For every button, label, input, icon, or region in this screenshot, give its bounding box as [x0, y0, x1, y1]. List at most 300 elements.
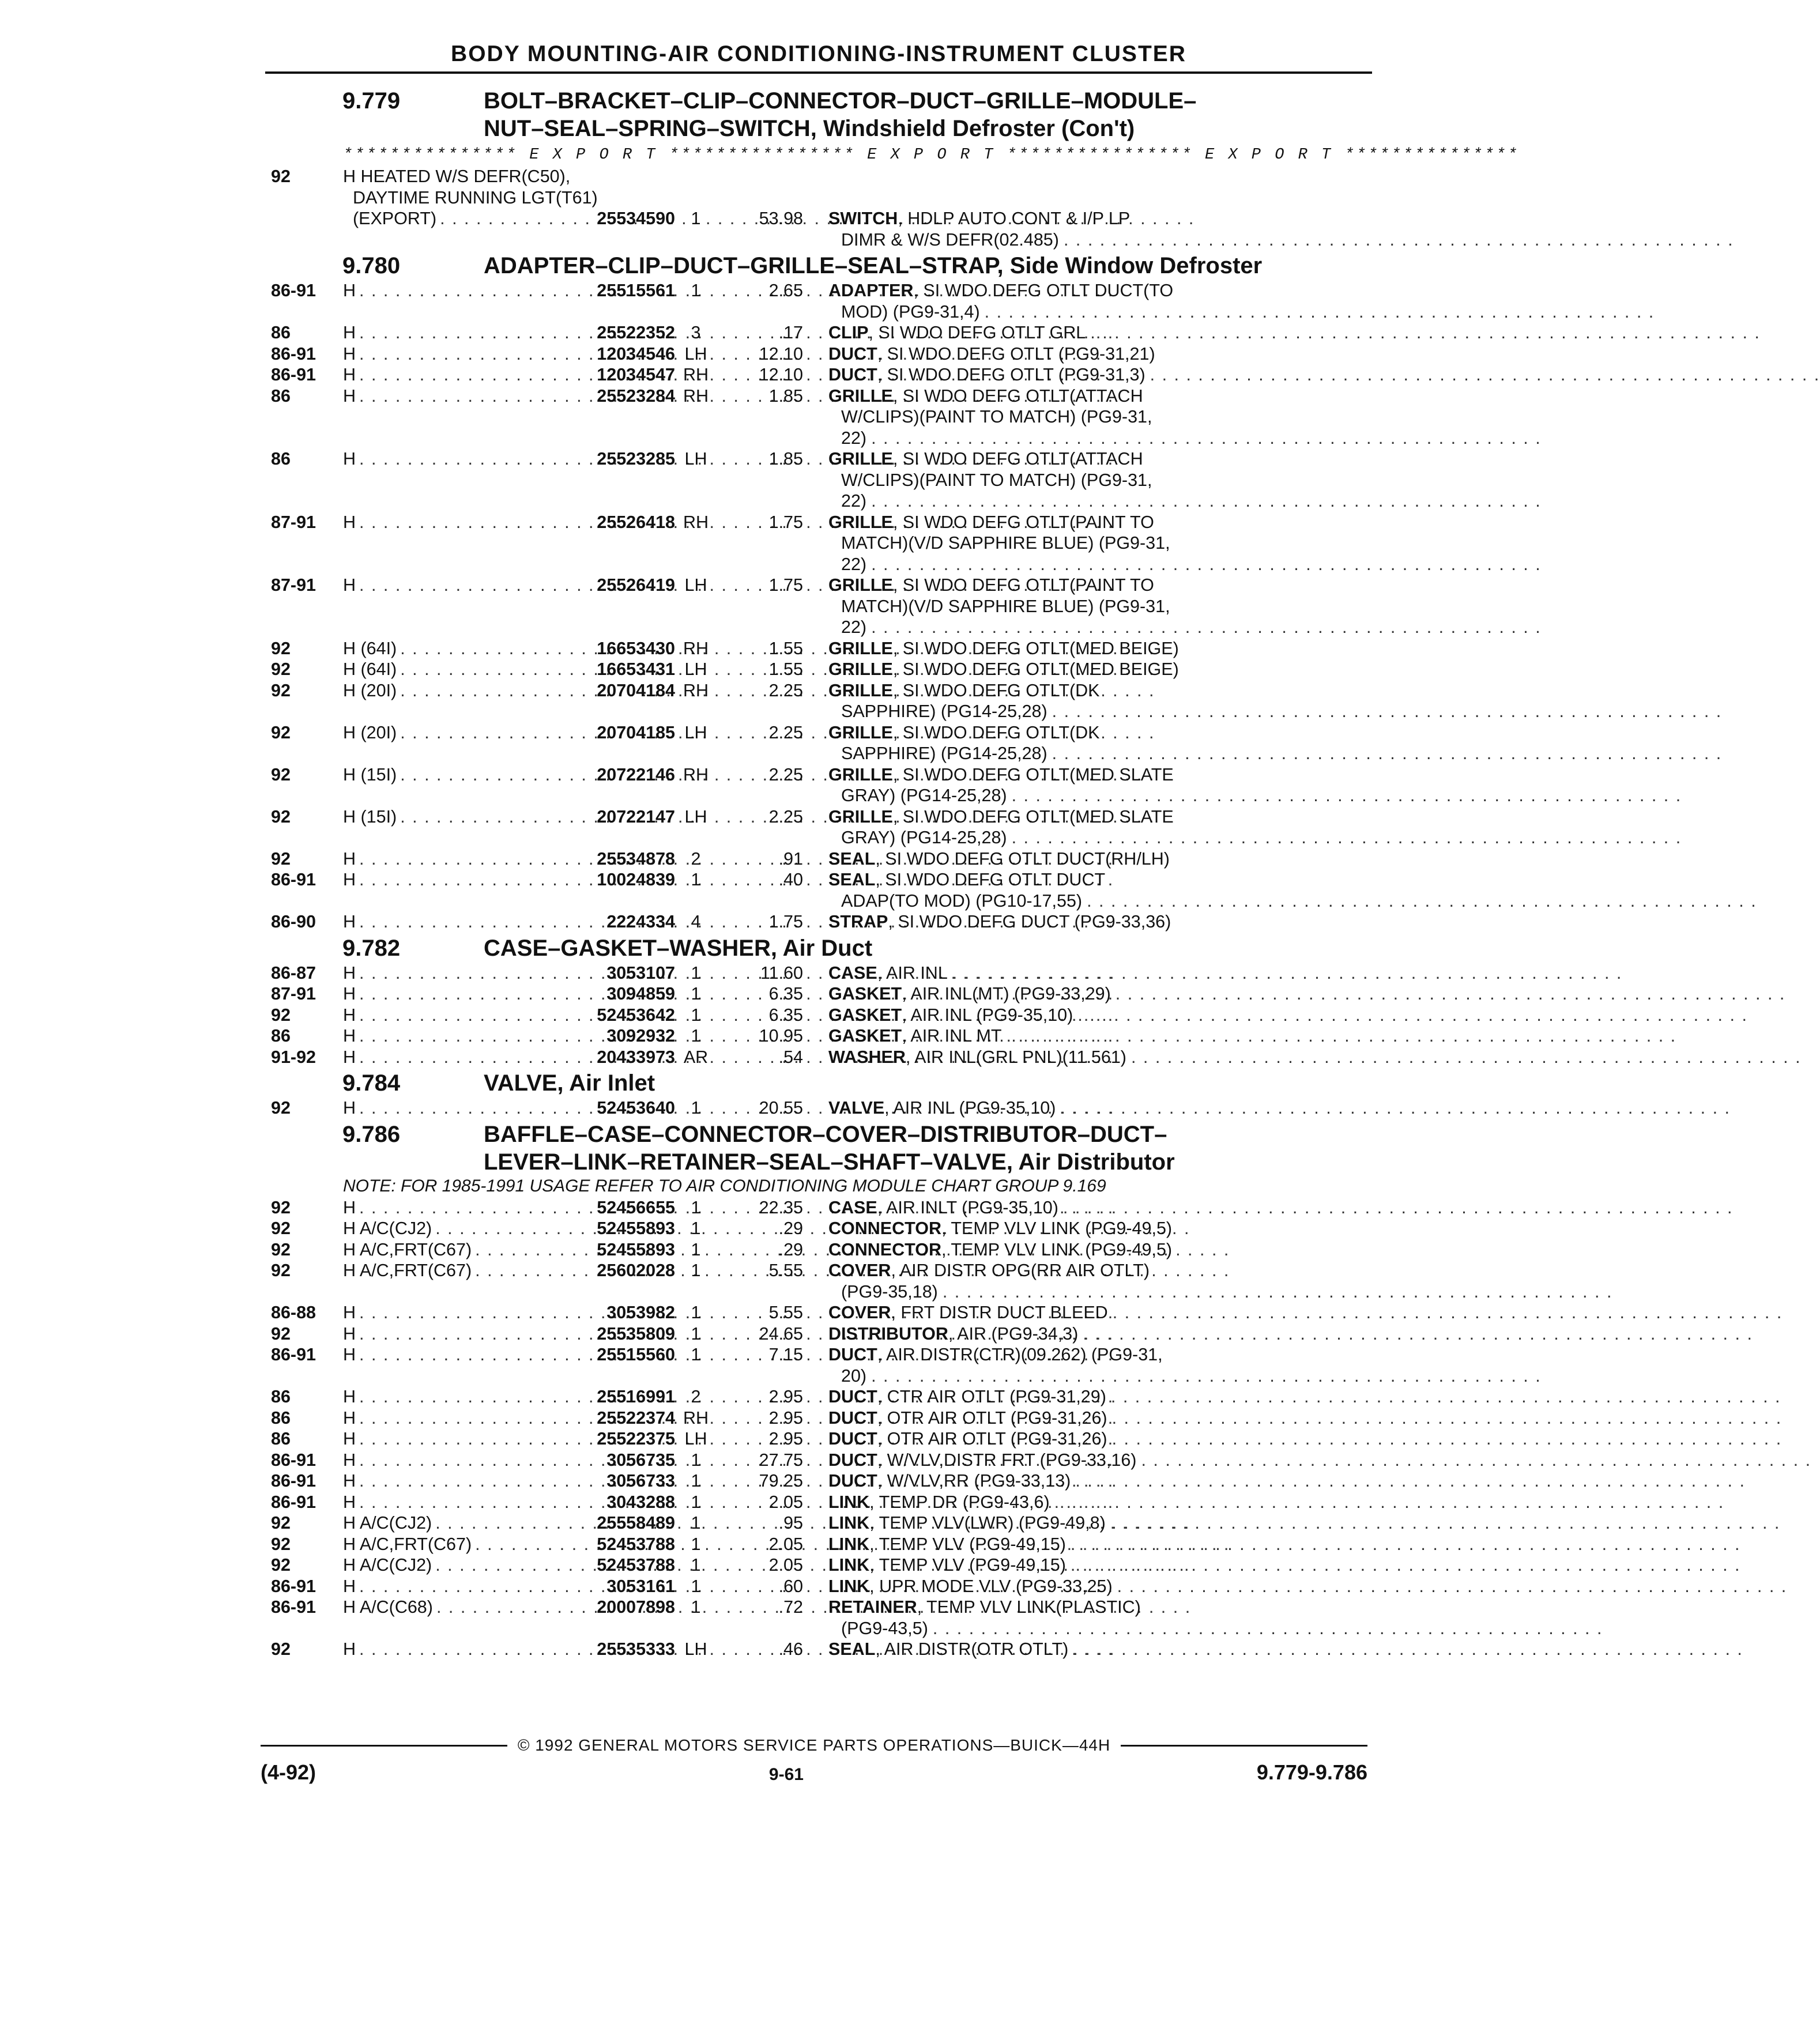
group-number: 9.780: [342, 253, 401, 278]
description-line: [828, 1025, 1676, 1047]
description-line: [828, 1597, 1603, 1618]
part-row: [271, 1428, 1378, 1450]
quantity: 1: [691, 1239, 701, 1259]
part-row: [271, 187, 1378, 209]
part-number: 3053107: [606, 963, 675, 983]
usage-code: [343, 575, 574, 596]
usage-code: [343, 806, 574, 828]
leader-dots: [1131, 1047, 1802, 1068]
description-line: [828, 911, 1378, 933]
description-text: GASKET, AIR INL (PG9-35,10): [828, 1005, 1073, 1025]
usage-text: H: [343, 365, 356, 384]
description-line: [828, 1470, 1746, 1492]
part-row: [271, 1260, 1378, 1302]
description-text: MOD) (PG9-31,4): [841, 301, 980, 322]
description-line: [828, 617, 1542, 638]
part-row: [271, 764, 1378, 806]
parts-group: [271, 936, 1378, 1068]
export-banner: *************** E X P O R T **************** E X P O R T **************** E X P O R T ***************: [343, 146, 1520, 164]
model-years: 92: [271, 722, 291, 742]
page-title: BODY MOUNTING-AIR CONDITIONING-INSTRUMENT CLUSTER: [451, 42, 1186, 66]
group-heading: [271, 936, 1378, 960]
leader-dots: [1148, 386, 1542, 407]
part-number: 25515560: [597, 1345, 675, 1364]
quantity: 1: [691, 870, 701, 889]
quantity: 1: [691, 1576, 701, 1596]
part-number: 20722146: [597, 764, 675, 785]
footer-date: (4-92): [261, 1760, 316, 1784]
part-row: [271, 1492, 1378, 1513]
quantity: LH: [684, 659, 707, 679]
usage-text: H: [343, 1005, 356, 1025]
description-text: DUCT, OTR AIR OTLT (PG9-31,26): [828, 1429, 1107, 1449]
usage-code: [343, 166, 574, 187]
group-title: VALVE, Air Inlet: [484, 1070, 655, 1096]
part-number: 25534878: [597, 848, 675, 869]
part-description: [803, 208, 1734, 250]
quantity: 2: [691, 1387, 701, 1406]
price: 10.95: [759, 1026, 803, 1046]
leader-dots: [1113, 1302, 1783, 1323]
description-line: [828, 1576, 1787, 1597]
part-description: [803, 963, 1622, 984]
part-description: [803, 322, 1761, 344]
part-number: 25526418: [597, 512, 675, 532]
model-years: 92: [271, 638, 291, 658]
model-years: 86-87: [271, 963, 316, 983]
description-line: [828, 512, 1542, 533]
part-number: 25522352: [597, 323, 675, 342]
footer-page-number: 9-61: [768, 1765, 804, 1784]
price: 11.60: [760, 963, 803, 983]
part-row: [271, 869, 1378, 911]
usage-text: H: [343, 1429, 356, 1449]
description-text: GRILLE, SI WDO DEFG OTLT(DK: [828, 680, 1100, 700]
usage-text: H A/C(C68): [343, 1597, 433, 1617]
part-description: [803, 1386, 1781, 1408]
description-line: [828, 1302, 1783, 1323]
part-row: [271, 364, 1378, 386]
description-text: GRILLE, SI WDO DEFG OTLT(MED BEIGE): [828, 659, 1179, 679]
quantity: 1: [691, 209, 701, 228]
page-footer: [261, 1736, 1367, 1785]
model-years: 86-91: [271, 1450, 316, 1470]
model-years: 86-91: [271, 1597, 316, 1617]
part-number: 3056735: [606, 1450, 675, 1470]
usage-text: H: [343, 1492, 356, 1512]
usage-text: H: [343, 386, 356, 406]
model-years: 92: [271, 1534, 291, 1554]
part-description: [803, 1428, 1782, 1450]
description-text: DUCT, CTR AIR OTLT (PG9-31,29): [828, 1387, 1106, 1406]
usage-code: [343, 659, 574, 680]
description-line: [828, 229, 1734, 251]
part-number: 3053161: [606, 1576, 675, 1596]
leader-dots: [1178, 806, 1682, 828]
part-row: [271, 1470, 1378, 1492]
description-text: CONNECTOR, TEMP VLV LINK (PG9-49,5): [828, 1239, 1173, 1259]
model-years: 86: [271, 1026, 291, 1046]
model-years: 86-91: [271, 281, 316, 300]
quantity: 1: [691, 984, 701, 1004]
usage-text: H: [343, 449, 356, 469]
part-number: 16653431: [597, 659, 675, 679]
part-row: [271, 448, 1378, 512]
description-line: [828, 1408, 1782, 1429]
part-number: 25526419: [597, 575, 675, 595]
usage-text: H: [343, 912, 356, 931]
price: 2.95: [768, 1429, 803, 1449]
part-number: 12034547: [597, 365, 675, 384]
part-number: 25516991: [597, 1387, 675, 1406]
usage-text: H: [343, 1323, 356, 1344]
part-description: [803, 512, 1542, 575]
group-heading: [271, 116, 1378, 141]
quantity: 4: [691, 912, 701, 931]
usage-code: [343, 1428, 574, 1450]
part-row: [271, 1323, 1378, 1345]
description-line: [828, 785, 1682, 806]
leader-dots: [985, 301, 1655, 323]
description-text: SEAL, SI WDO DEFG OTLT DUCT: [828, 870, 1106, 889]
leader-dots: [1105, 680, 1723, 702]
model-years: 92: [271, 1555, 291, 1575]
quantity: RH: [683, 764, 709, 785]
price: 79.25: [759, 1471, 803, 1491]
part-number: 52455893: [597, 1219, 675, 1238]
usage-text: (EXPORT): [343, 209, 437, 228]
usage-code: [343, 512, 574, 533]
quantity: RH: [683, 1408, 709, 1428]
quantity: 1: [691, 1534, 701, 1554]
group-heading: [271, 89, 1378, 113]
description-line: [828, 575, 1542, 596]
usage-code: [343, 1386, 574, 1408]
price: 2.25: [768, 806, 803, 827]
quantity: LH: [684, 806, 707, 827]
part-number: 52456655: [597, 1197, 675, 1217]
leader-dots: [1110, 869, 1757, 891]
leader-dots: [1116, 983, 1786, 1005]
price: .72: [778, 1597, 803, 1617]
footer-rule-right: [1121, 1745, 1367, 1747]
description-text: CASE, AIR INLT (PG9-35,10): [828, 1197, 1058, 1217]
leader-dots: [1090, 322, 1761, 344]
model-years: 92: [271, 659, 291, 679]
part-row: [271, 1450, 1378, 1471]
usage-text: H: [343, 1387, 356, 1406]
part-row: [271, 722, 1378, 764]
leader-dots: [1156, 406, 1541, 428]
usage-code: [343, 1047, 574, 1068]
part-description: [803, 1513, 1780, 1534]
price: 2.25: [768, 764, 803, 785]
quantity: 1: [691, 1345, 701, 1364]
description-line: [828, 1239, 1378, 1261]
description-line: [828, 1260, 1612, 1281]
description-text: CLIP, SI WDO DEFG OTLT GRL: [828, 323, 1086, 342]
price: .95: [778, 1513, 803, 1533]
description-line: [828, 386, 1542, 407]
usage-code: [343, 1218, 574, 1239]
usage-text: H: [343, 963, 356, 983]
part-number: 3043288: [606, 1492, 675, 1512]
usage-code: [343, 1555, 574, 1576]
description-line: [828, 406, 1542, 428]
quantity: 1: [691, 1513, 701, 1533]
usage-code: [343, 1408, 574, 1429]
part-number: 16653430: [597, 638, 675, 658]
description-text: COVER, AIR DISTR OPG(RR AIR OTLT): [828, 1261, 1150, 1280]
leader-dots: [1178, 280, 1655, 301]
leader-dots: [1141, 1450, 1811, 1471]
usage-text: H: [343, 1098, 356, 1118]
group-number: 9.782: [342, 935, 401, 961]
model-years: 86-91: [271, 870, 316, 889]
description-line: [828, 806, 1682, 828]
description-text: DISTRIBUTOR, AIR (PG9-34,3): [828, 1323, 1079, 1344]
part-number: 3094859: [606, 984, 675, 1004]
group-title: ADAPTER–CLIP–DUCT–GRILLE–SEAL–STRAP, Side Window Defroster: [484, 253, 1263, 278]
price: .29: [778, 1239, 803, 1259]
description-line: [828, 301, 1655, 323]
usage-code: [343, 1470, 574, 1492]
description-line: [828, 280, 1655, 301]
description-line: [828, 891, 1757, 912]
usage-code: [343, 1534, 574, 1555]
leader-dots: [1167, 1344, 1542, 1366]
usage-code: [343, 1450, 574, 1471]
description-line: [828, 1005, 1748, 1026]
page-header: [265, 42, 1372, 74]
part-row: [271, 983, 1378, 1005]
description-text: COVER, FRT DISTR DUCT BLEED: [828, 1303, 1108, 1322]
price: 6.35: [768, 1005, 803, 1025]
leader-dots: [1075, 1470, 1746, 1492]
part-description: [803, 1492, 1724, 1513]
quantity: RH: [683, 386, 709, 406]
leader-dots: [1177, 1239, 1378, 1261]
price: 12.10: [759, 344, 803, 364]
part-number: 52455893: [597, 1239, 675, 1259]
model-years: 86: [271, 386, 291, 406]
parts-group: [271, 1071, 1378, 1119]
description-text: SAPPHIRE) (PG14-25,28): [841, 702, 1047, 721]
part-description: [803, 1323, 1753, 1345]
quantity: RH: [683, 680, 709, 700]
description-line: [828, 1047, 1802, 1068]
group-title: BAFFLE–CASE–CONNECTOR–COVER–DISTRIBUTOR–DUCT–: [484, 1121, 1167, 1147]
usage-text: H: [343, 1450, 356, 1470]
usage-code: [343, 1302, 574, 1323]
description-text: (PG9-35,18): [841, 1281, 938, 1302]
part-row: [271, 166, 1378, 187]
leader-dots: [1012, 785, 1682, 806]
part-row: [271, 911, 1378, 933]
part-number: 52453642: [597, 1005, 675, 1025]
usage-code: [343, 869, 574, 891]
model-years: 86: [271, 449, 291, 469]
model-years: 92: [271, 1323, 291, 1344]
leader-dots: [1054, 1492, 1725, 1513]
model-years: 92: [271, 1197, 291, 1217]
part-row: [271, 1047, 1378, 1068]
quantity: RH: [683, 365, 709, 384]
model-years: 92: [271, 1261, 291, 1280]
description-line: [828, 1386, 1781, 1408]
part-description: [803, 1047, 1802, 1068]
quantity: 1: [691, 1450, 701, 1470]
description-text: MATCH)(V/D SAPPHIRE BLUE) (PG9-31,: [841, 533, 1170, 553]
usage-text: H: [343, 1345, 356, 1364]
usage-code: [343, 911, 574, 933]
usage-text: H: [343, 344, 356, 364]
leader-dots: [871, 491, 1542, 512]
part-row: [271, 1534, 1378, 1555]
model-years: 86-91: [271, 344, 316, 364]
description-text: STRAP, SI WDO DEFG DUCT (PG9-33,36): [828, 912, 1171, 931]
description-line: [828, 344, 1378, 365]
usage-text: H (64I): [343, 638, 397, 658]
description-line: [828, 659, 1378, 680]
description-line: [828, 1197, 1734, 1219]
usage-text: H: [343, 1047, 356, 1067]
part-description: [803, 1218, 1378, 1239]
description-line: [828, 1323, 1753, 1345]
usage-text: H: [343, 1471, 356, 1491]
usage-code: [343, 1239, 574, 1261]
description-line: [828, 1555, 1741, 1576]
description-line: [828, 208, 1734, 229]
part-row: [271, 638, 1378, 659]
parts-group: [271, 88, 1520, 250]
description-line: [828, 1450, 1811, 1471]
price: 1.55: [768, 638, 803, 658]
price: 2.25: [768, 680, 803, 700]
parts-catalog-content: [271, 85, 1520, 1664]
usage-code: [343, 1492, 574, 1513]
part-row: [271, 344, 1378, 365]
price: .91: [778, 848, 803, 869]
description-text: GRILLE, SI WDO DEFG OTLT(PAINT TO: [828, 575, 1154, 595]
usage-text: H: [343, 1408, 356, 1428]
model-years: 86-91: [271, 1576, 316, 1596]
quantity: LH: [684, 575, 707, 595]
part-description: [803, 869, 1757, 911]
usage-code: [343, 638, 574, 659]
usage-text: H A/C,FRT(C67): [343, 1239, 472, 1259]
part-row: [271, 208, 1378, 250]
usage-text: H: [343, 1576, 356, 1596]
description-text: LINK, TEMP DR (PG9-43,6): [828, 1492, 1050, 1512]
usage-code: [343, 1513, 574, 1534]
quantity: LH: [684, 1639, 707, 1659]
part-number: 25522375: [597, 1429, 675, 1449]
description-text: DUCT, SI WDO DEFG OTLT (PG9-31,21): [828, 344, 1155, 364]
model-years: 86-88: [271, 1303, 316, 1322]
description-text: ADAPTER, SI WDO DEFG OTLT DUCT(TO: [828, 281, 1174, 300]
part-number: 20433973: [597, 1047, 675, 1067]
model-years: 87-91: [271, 984, 316, 1004]
part-description: [803, 1450, 1811, 1471]
usage-code: [343, 848, 574, 870]
description-line: [828, 1366, 1542, 1387]
description-line: [828, 1513, 1780, 1534]
description-text: LINK, TEMP VLV (PG9-49,15): [828, 1555, 1066, 1575]
price: .17: [778, 323, 803, 342]
part-description: [803, 1555, 1741, 1576]
group-title: LEVER–LINK–RETAINER–SEAL–SHAFT–VALVE, Air Distributor: [484, 1149, 1175, 1175]
price: 24.65: [759, 1323, 803, 1344]
part-number: 25515561: [597, 281, 675, 300]
part-row: [271, 1302, 1378, 1323]
part-number: 52453788: [597, 1555, 675, 1575]
header-rule: [265, 71, 1372, 74]
part-description: [803, 680, 1722, 722]
part-description: [803, 764, 1682, 806]
part-row: [271, 1513, 1378, 1534]
leader-dots: [1154, 1260, 1612, 1281]
part-number: 25535809: [597, 1323, 675, 1344]
usage-code: [343, 764, 574, 786]
part-row: [271, 280, 1378, 322]
usage-code: [343, 280, 574, 301]
quantity: 1: [691, 1219, 701, 1238]
description-line: [828, 869, 1757, 891]
model-years: 87-91: [271, 575, 316, 595]
price: .54: [778, 1047, 803, 1067]
group-title: BOLT–BRACKET–CLIP–CONNECTOR–DUCT–GRILLE–MODULE–: [484, 88, 1197, 114]
part-row: [271, 1597, 1378, 1639]
group-heading: [271, 254, 1378, 278]
model-years: 86-91: [271, 1345, 316, 1364]
part-number: 52453788: [597, 1534, 675, 1554]
usage-text: H (20I): [343, 722, 397, 742]
group-number: 9.779: [342, 88, 401, 114]
part-description: [803, 344, 1378, 365]
description-line: [828, 743, 1722, 764]
description-text: CASE, AIR INL: [828, 963, 948, 983]
part-number: 10024839: [597, 870, 675, 889]
description-text: SAPPHIRE) (PG14-25,28): [841, 744, 1047, 763]
price: .40: [778, 870, 803, 889]
part-description: [803, 1344, 1542, 1386]
description-text: DUCT, AIR DISTR(CTR)(09.262) (PG9-31,: [828, 1345, 1163, 1364]
description-text: W/CLIPS)(PAINT TO MATCH) (PG9-31,: [841, 470, 1152, 490]
part-number: 20704185: [597, 722, 675, 742]
leader-dots: [1159, 512, 1542, 533]
part-description: [803, 1098, 1731, 1119]
part-number: 12034546: [597, 344, 675, 364]
quantity: 1: [691, 1098, 701, 1118]
usage-code: [343, 448, 574, 470]
description-text: 22): [841, 617, 867, 637]
leader-dots: [1064, 229, 1734, 251]
usage-code: [343, 344, 574, 365]
usage-text: H: [343, 870, 356, 889]
usage-code: [343, 364, 574, 386]
description-line: [828, 722, 1722, 744]
usage-code: [343, 722, 574, 744]
usage-code: [343, 386, 574, 407]
description-line: [828, 1281, 1612, 1303]
description-text: ADAP(TO MOD) (PG10-17,55): [841, 891, 1083, 911]
part-row: [271, 1098, 1378, 1119]
model-years: 86: [271, 1387, 291, 1406]
description-text: LINK, TEMP VLV (PG9-49,15): [828, 1534, 1066, 1554]
leader-dots: [1159, 575, 1542, 596]
part-description: [803, 1470, 1746, 1492]
